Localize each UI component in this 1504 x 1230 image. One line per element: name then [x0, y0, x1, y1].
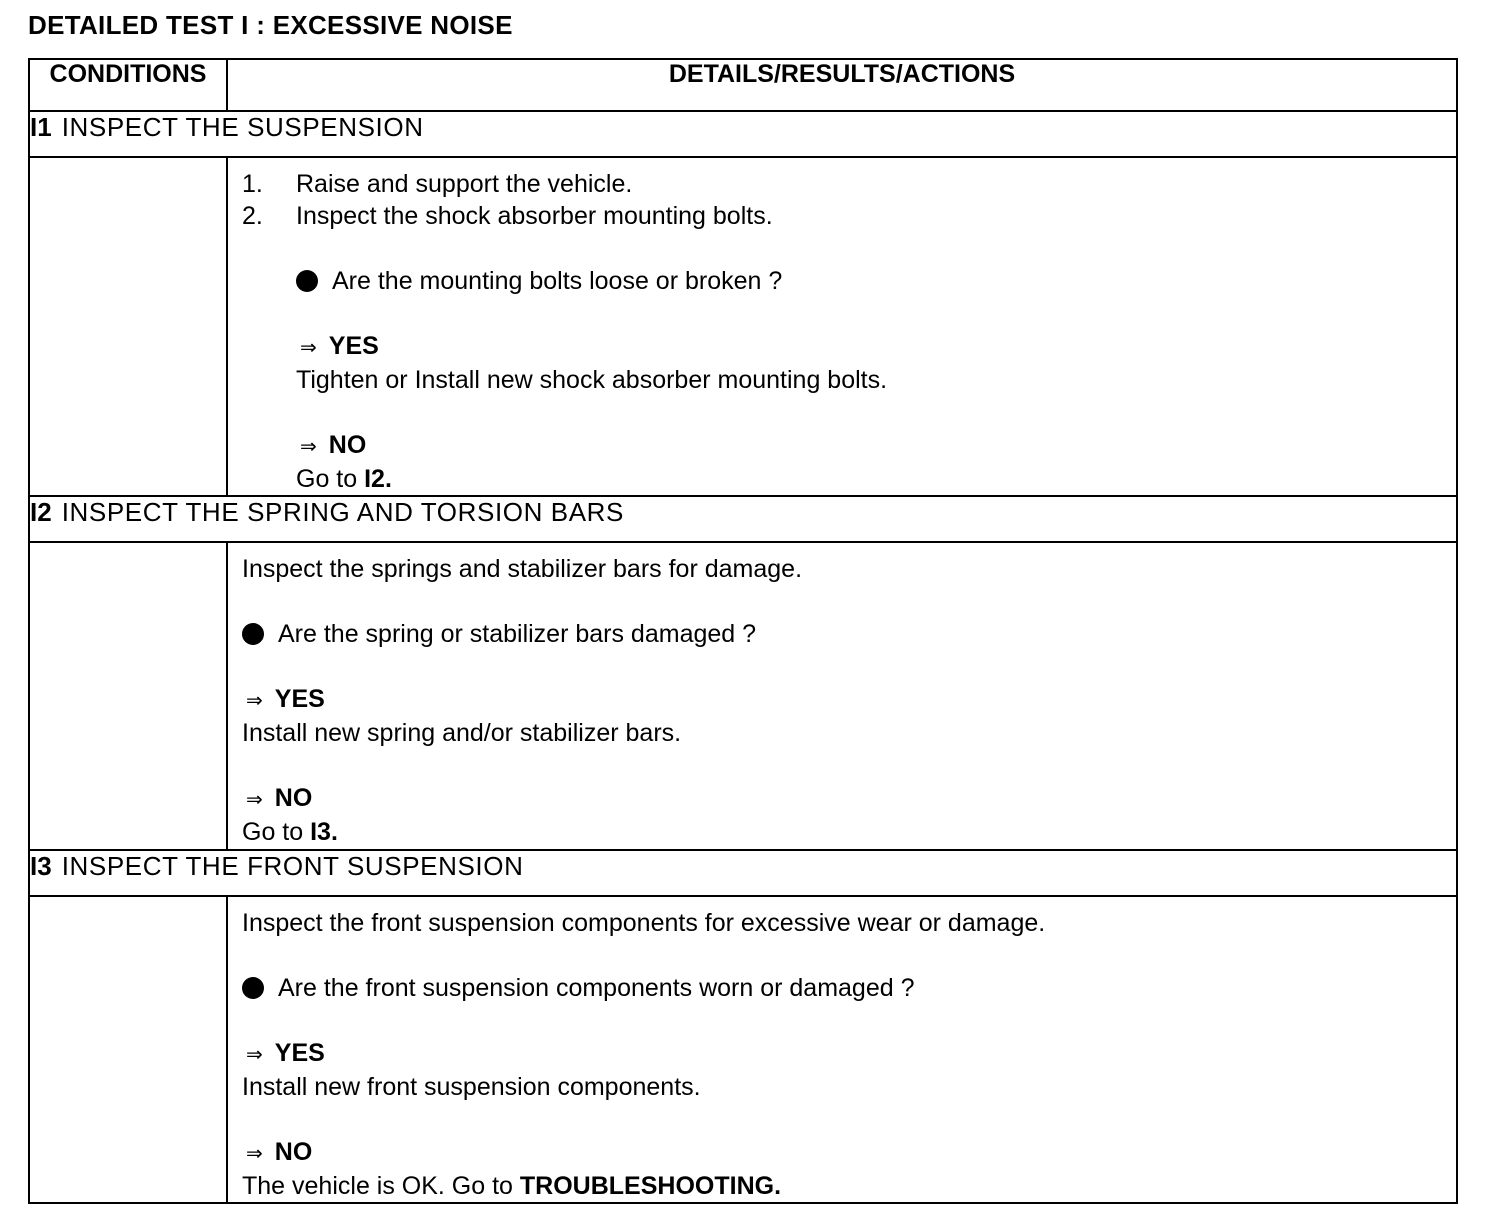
yes-label: YES	[328, 332, 379, 361]
bullet-icon	[242, 977, 264, 999]
document-title: DETAILED TEST I : EXCESSIVE NOISE	[28, 10, 513, 40]
details-cell	[227, 896, 1457, 1203]
no-line	[242, 1136, 1442, 1170]
no-action-prefix: The vehicle is OK. Go to	[242, 1171, 513, 1200]
no-label: NO	[274, 784, 313, 813]
step-title: INSPECT THE SPRING AND TORSION BARS	[61, 497, 625, 528]
no-action-target: I2.	[364, 465, 392, 494]
step-id: I2	[30, 497, 52, 528]
yes-line	[296, 330, 1442, 364]
no-action	[296, 463, 1442, 495]
bullet-icon	[296, 270, 318, 292]
conditions-cell	[29, 896, 227, 1203]
no-line	[242, 782, 1442, 816]
yes-action: Tighten or Install new shock absorber mounting bolts.	[296, 366, 888, 395]
step-body-i1	[29, 157, 1457, 496]
instruction-number: 1.	[242, 170, 263, 199]
question-text: Are the spring or stabilizer bars damaged ?	[278, 620, 757, 649]
no-label: NO	[274, 1137, 313, 1166]
instruction-list	[242, 168, 1442, 232]
no-action-prefix: Go to	[242, 818, 304, 847]
bullet-icon	[242, 623, 264, 645]
yes-action: Install new front suspension components.	[242, 1072, 701, 1101]
instruction-item	[242, 200, 1442, 232]
step-title: INSPECT THE SUSPENSION	[61, 112, 424, 143]
yes-line	[242, 1037, 1442, 1071]
step-id: I3	[30, 850, 52, 881]
yes-action: Install new spring and/or stabilizer bars.	[242, 719, 682, 748]
instruction-item	[242, 168, 1442, 200]
conditions-header: CONDITIONS	[29, 59, 227, 111]
step-title: INSPECT THE FRONT SUSPENSION	[61, 850, 524, 881]
instruction-text: Inspect the shock absorber mounting bolts.	[296, 202, 773, 231]
step-body-i3	[29, 896, 1457, 1203]
implies-arrow-icon: ⇒	[300, 337, 317, 360]
details-cell	[227, 157, 1457, 496]
step-header-i1	[29, 111, 1457, 157]
conditions-cell	[29, 157, 227, 496]
diagnostic-test-table	[28, 58, 1458, 1204]
yes-label: YES	[274, 1038, 325, 1067]
no-line	[296, 429, 1442, 463]
yes-label: YES	[274, 685, 325, 714]
no-label: NO	[328, 431, 367, 460]
details-header: DETAILS/RESULTS/ACTIONS	[227, 59, 1457, 111]
implies-arrow-icon: ⇒	[246, 1043, 263, 1066]
step-id: I1	[30, 112, 52, 143]
step-body-i2	[29, 542, 1457, 849]
implies-arrow-icon: ⇒	[300, 436, 317, 459]
details-cell	[227, 542, 1457, 849]
implies-arrow-icon: ⇒	[246, 789, 263, 812]
instruction-text: Inspect the front suspension components for excessive wear or damage.	[242, 908, 1046, 937]
instruction-text: Raise and support the vehicle.	[296, 170, 633, 199]
conditions-cell	[29, 542, 227, 849]
no-action	[242, 1170, 1442, 1202]
step-header-i2	[29, 496, 1457, 542]
no-action-target: TROUBLESHOOTING.	[519, 1171, 782, 1200]
step-header-i3	[29, 850, 1457, 896]
question-line	[296, 265, 1442, 297]
no-action-prefix: Go to	[296, 465, 358, 494]
question-line	[242, 618, 1442, 650]
question-line	[242, 972, 1442, 1004]
instruction-text: Inspect the springs and stabilizer bars for damage.	[242, 555, 803, 584]
implies-arrow-icon: ⇒	[246, 690, 263, 713]
question-text: Are the front suspension components worn or damaged ?	[278, 973, 915, 1002]
question-text: Are the mounting bolts loose or broken ?	[332, 267, 783, 296]
instruction-number: 2.	[242, 202, 263, 231]
implies-arrow-icon: ⇒	[246, 1142, 263, 1165]
no-action-target: I3.	[310, 818, 338, 847]
yes-line	[242, 683, 1442, 717]
table-header-row	[29, 59, 1457, 111]
no-action	[242, 816, 1442, 848]
